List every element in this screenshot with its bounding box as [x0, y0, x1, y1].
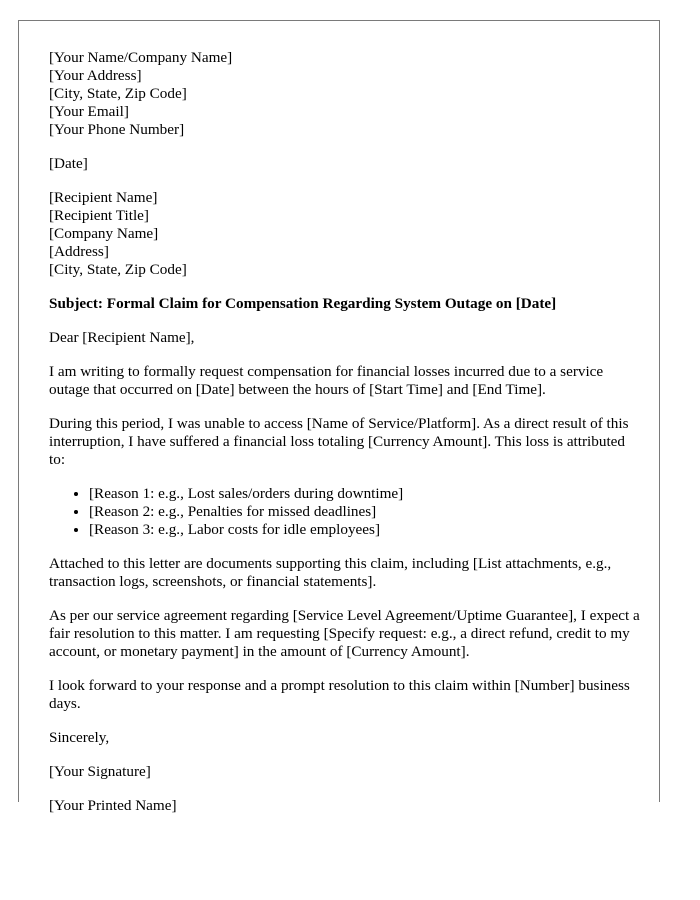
- sender-phone: [Your Phone Number]: [49, 121, 185, 138]
- recipient-title: [Recipient Title]: [49, 207, 149, 224]
- recipient-city-state-zip: [City, State, Zip Code]: [49, 261, 187, 278]
- sender-block: [49, 49, 641, 139]
- date-block: [49, 155, 641, 173]
- list-item: • [Reason 1: e.g., Lost sales/orders during downtime]: [89, 485, 641, 503]
- sender-city-state-zip: [City, State, Zip Code]: [49, 85, 187, 102]
- loss-paragraph: During this period, I was unable to access [Name of Service/Platform]. As a direct result of this interruption, I have suffered a financial loss totaling [Currency Amount]. This loss is attributed to:: [49, 415, 629, 468]
- recipient-company: [Company Name]: [49, 225, 159, 242]
- sender-address: [Your Address]: [49, 67, 142, 84]
- reasons-list: [49, 485, 641, 539]
- agreement-paragraph: As per our service agreement regarding [Service Level Agreement/Uptime Guarantee], I expect a fair resolution to this matter. I am requesting [Specify request: e.g., a direct refund, credit to my account, or monetary payment] in the amount of [Currency Amount].: [49, 607, 640, 660]
- recipient-name: [Recipient Name]: [49, 189, 158, 206]
- list-item: • [Reason 2: e.g., Penalties for missed deadlines]: [89, 503, 641, 521]
- salutation: Dear [Recipient Name],: [49, 329, 195, 346]
- closing-paragraph: I look forward to your response and a prompt resolution to this claim within [Number] business days.: [49, 677, 630, 712]
- subject-line: Subject: Formal Claim for Compensation Regarding System Outage on [Date]: [49, 295, 557, 312]
- letter-date: [Date]: [49, 155, 88, 172]
- signature: [Your Signature]: [49, 763, 151, 780]
- sender-email: [Your Email]: [49, 103, 129, 120]
- sign-off: Sincerely,: [49, 729, 110, 746]
- recipient-address: [Address]: [49, 243, 109, 260]
- letter-page: [18, 20, 660, 814]
- printed-name: [Your Printed Name]: [49, 797, 177, 814]
- letter-body: [49, 49, 641, 831]
- attachments-paragraph: Attached to this letter are documents supporting this claim, including [List attachments, e.g., transaction logs, screenshots, or financial statements].: [49, 555, 612, 590]
- intro-paragraph: I am writing to formally request compensation for financial losses incurred due to a service outage that occurred on [Date] between the hours of [Start Time] and [End Time].: [49, 363, 604, 398]
- list-item: • [Reason 3: e.g., Labor costs for idle employees]: [89, 521, 641, 539]
- sender-name: [Your Name/Company Name]: [49, 49, 233, 66]
- recipient-block: [49, 189, 641, 279]
